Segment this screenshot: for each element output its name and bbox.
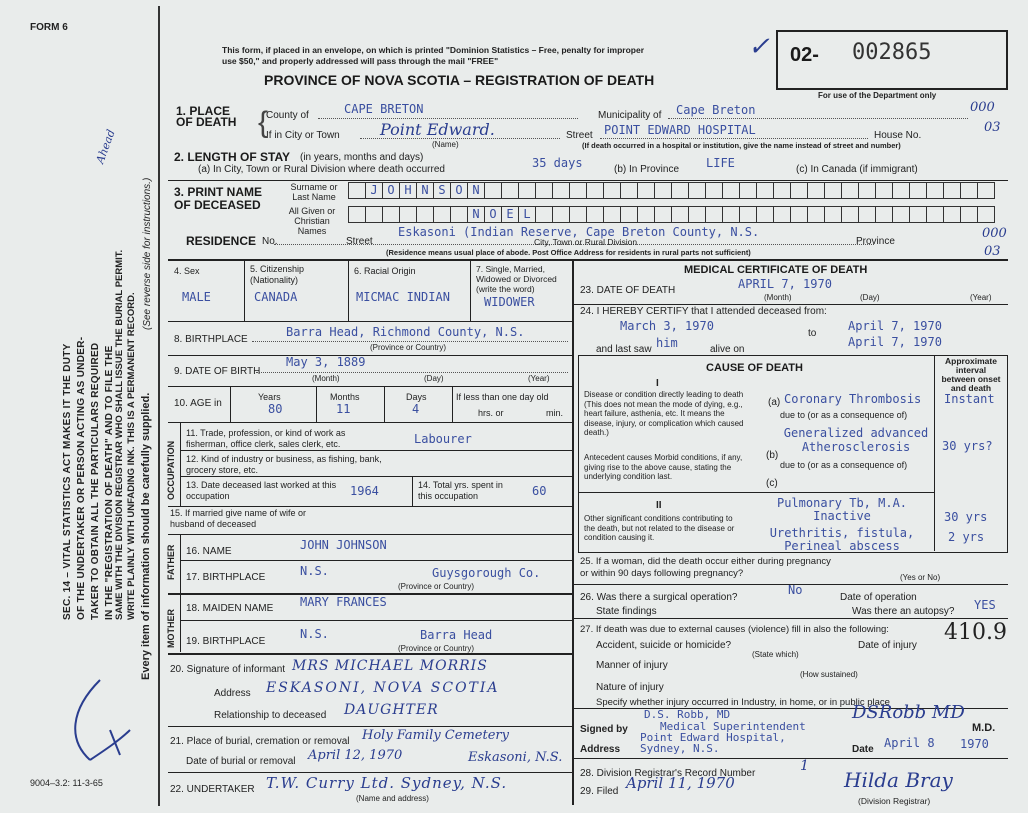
other-label: Other significant conditions contributing to the death, but not related to the disease or condition causing it. <box>584 514 735 542</box>
name-letter-cell <box>654 206 672 223</box>
rule-signed <box>572 758 1008 759</box>
age-months: 11 <box>336 402 351 416</box>
lt-day-label: If less than one day old <box>456 392 549 402</box>
residence-note: (Residence means usual place of abode. Post Office Address for residents in rural parts not sufficient) <box>386 248 751 257</box>
divider-citizen <box>348 259 349 321</box>
footer-code: 9004–3.2: 11-3-65 <box>30 778 103 788</box>
sidebar-text-7: Every item of information should be carefully supplied. <box>140 392 152 680</box>
mother-side-label: MOTHER <box>166 609 176 648</box>
signed-value: D.S. Robb, MD <box>644 708 731 721</box>
burial-date: April 12, 1970 <box>308 748 403 763</box>
father-birth-hint: (Province or Country) <box>398 582 475 591</box>
undertaker-hint: (Name and address) <box>356 794 429 803</box>
sidebar-text-1: SEC. 14 – VITAL STATISTICS ACT MAKES IT THE DUTY <box>62 343 73 620</box>
name-letter-cell <box>892 206 910 223</box>
rule-mname <box>180 620 572 621</box>
cause-a-interval: Instant <box>944 392 995 406</box>
wife-label: 15. If married give name of wife or husband of deceased <box>170 508 307 529</box>
alive-on-value: April 7, 1970 <box>848 335 942 349</box>
name-letter-cell <box>484 182 502 199</box>
residence-street-label: Street <box>346 236 373 247</box>
margin-scribble <box>60 670 140 770</box>
name-letter-cell <box>909 182 927 199</box>
form-number: FORM 6 <box>30 22 68 33</box>
father-birth-a: N.S. <box>300 564 329 578</box>
surname-label: Surname or Last Name <box>290 182 338 202</box>
name-letter-cell <box>739 206 757 223</box>
division-label: 28. Division Registrar's Record Number <box>580 768 756 779</box>
name-letter-cell <box>399 206 417 223</box>
name-letter-cell <box>552 206 570 223</box>
cause-a-value: Coronary Thrombosis <box>784 392 922 406</box>
dob-month: (Month) <box>312 374 340 383</box>
father-birth-label: 17. BIRTHPLACE <box>186 572 266 583</box>
state-which: (State which) <box>752 650 799 659</box>
divider-age4 <box>452 386 453 422</box>
citizenship-value: CANADA <box>254 290 298 304</box>
name-letter-cell: L <box>518 206 536 223</box>
last-worked-value: 1964 <box>350 484 379 498</box>
disease-label: Disease or condition directly leading to death (This does not mean the mode of dying, e.g., heart failure, asthenia, etc. It means the disease, injury, or complication which caused death.) <box>584 390 744 437</box>
date-value: April 8 <box>884 736 935 750</box>
name-letter-cell <box>603 182 621 199</box>
cause-title: CAUSE OF DEATH <box>706 362 803 374</box>
divider-sex <box>244 259 245 321</box>
dept-code-2: 03 <box>984 120 1001 135</box>
informant-sig-label: 20. Signature of informant <box>170 664 286 675</box>
name-letter-cell: O <box>382 182 400 199</box>
pregnancy-label: 25. If a woman, did the death occur either during pregnancy or within 90 days following pregnancy? <box>580 556 831 579</box>
occupation-side <box>180 422 181 506</box>
rule-burial <box>168 772 572 773</box>
days-label: Days <box>406 392 427 402</box>
name-letter-cell <box>654 182 672 199</box>
name-letter-cell <box>790 182 808 199</box>
due-to-1: due to (or as a consequence of) <box>780 410 908 420</box>
name-letter-cell <box>892 182 910 199</box>
last-saw-value: him <box>656 336 678 350</box>
city-value: Point Edward. <box>380 120 495 139</box>
mother-birth-a: N.S. <box>300 627 329 641</box>
name-letter-cell <box>705 206 723 223</box>
house-label: House No. <box>874 130 922 141</box>
county-label: County of <box>266 110 309 121</box>
mother-birth-b: Barra Head <box>420 628 493 642</box>
filed-value: April 11, 1970 <box>626 774 735 792</box>
burial-label: 21. Place of burial, cremation or removal <box>170 736 350 747</box>
cause-b-value: Generalized advanced Atherosclerosis <box>783 426 929 454</box>
residence-province-label: Province <box>856 236 895 247</box>
dod-value: APRIL 7, 1970 <box>738 277 832 291</box>
name-letter-cell <box>365 206 383 223</box>
name-letter-cell: N <box>467 182 485 199</box>
name-letter-cell <box>875 182 893 199</box>
name-letter-cell <box>875 206 893 223</box>
code-mark: 410.9 <box>944 620 1007 645</box>
name-letter-cell <box>841 206 859 223</box>
sex-value: MALE <box>182 290 211 304</box>
name-letter-cell <box>688 206 706 223</box>
certify-label: 24. I HEREBY CERTIFY that I attended deceased from: <box>580 306 827 317</box>
attended-to-label: to <box>808 328 817 339</box>
attended-from: March 3, 1970 <box>620 319 714 333</box>
rule-surgery <box>572 618 1008 619</box>
stay-a-label: (a) In City, Town or Rural Division where death occurred <box>198 164 445 175</box>
rule-informant <box>168 726 572 727</box>
name-letter-cell <box>433 206 451 223</box>
name-letter-cell <box>586 182 604 199</box>
name-letter-cell <box>416 206 434 223</box>
rule-cause-ii <box>578 492 934 493</box>
father-name-label: 16. NAME <box>186 546 232 557</box>
age-days: 4 <box>412 402 420 416</box>
name-letter-cell <box>620 182 638 199</box>
father-name-value: JOHN JOHNSON <box>300 538 387 552</box>
margin-note: Ahead <box>93 127 118 166</box>
last-worked-label: 13. Date deceased last worked at this occupation <box>186 480 337 501</box>
relationship-value: DAUGHTER <box>344 702 439 718</box>
racial-value: MICMAC INDIAN <box>356 290 450 304</box>
divider-age3 <box>384 386 385 422</box>
injury-date-label: Date of injury <box>858 640 917 651</box>
min-label: min. <box>546 408 564 418</box>
divider-age1 <box>230 386 231 422</box>
autopsy-value: YES <box>974 598 996 612</box>
notice-line-1: This form, if placed in an envelope, on which is printed "Dominion Statistics – Free, penalty for improper <box>222 45 645 55</box>
name-letter-cell <box>348 182 366 199</box>
name-letter-cell <box>773 206 791 223</box>
street-value: POINT EDWARD HOSPITAL <box>604 123 756 137</box>
rule-personal <box>168 321 572 322</box>
notice-line-2: use $50," and properly addressed will pass through the mail "FREE" <box>222 56 499 66</box>
name-letter-cell <box>552 182 570 199</box>
name-letter-cell <box>569 182 587 199</box>
marital-label: 7. Single, Married, Widowed or Divorced (write the word) <box>476 264 557 294</box>
name-letter-cell <box>977 206 995 223</box>
burial-date-label: Date of burial or removal <box>186 756 296 767</box>
name-letter-cell <box>671 182 689 199</box>
burial-place: Holy Family Cemetery <box>362 728 509 743</box>
name-letter-cell <box>450 206 468 223</box>
name-letter-cell <box>722 206 740 223</box>
surgery-value: No <box>788 583 803 597</box>
manner-label: Manner of injury <box>596 660 668 671</box>
dod-label: 23. DATE OF DEATH <box>580 285 676 296</box>
name-letter-cell <box>773 182 791 199</box>
name-letter-cell <box>586 206 604 223</box>
name-letter-cell <box>926 206 944 223</box>
burial-place-2: Eskasoni, N.S. <box>468 750 563 765</box>
hrs-label: hrs. or <box>478 408 504 418</box>
trade-label: 11. Trade, profession, or kind of work as fisherman, office clerk, sales clerk, etc. <box>186 428 346 449</box>
cause-b-interval: 30 yrs? <box>942 439 993 453</box>
last-saw-label: and last saw <box>596 344 652 355</box>
name-letter-cell <box>535 182 553 199</box>
divider-occ <box>412 476 413 506</box>
municipality-label: Municipality of <box>598 110 662 121</box>
stay-hint: (in years, months and days) <box>300 152 424 163</box>
sidebar-text-3: TAKER TO OBTAIN ALL THE PARTICULARS REQUIRED <box>90 342 101 620</box>
name-letter-cell <box>960 182 978 199</box>
name-letter-cell: S <box>433 182 451 199</box>
column-divider <box>572 259 574 805</box>
street-label: Street <box>566 130 593 141</box>
age-years: 80 <box>268 402 283 416</box>
pregnancy-yes-no: (Yes or No) <box>900 573 941 582</box>
name-letter-cell <box>518 182 536 199</box>
months-label: Months <box>330 392 360 402</box>
institution-note: (If death occurred in a hospital or institution, give the name instead of street and number) <box>582 141 901 150</box>
dod-month: (Month) <box>764 293 792 302</box>
rule-mother <box>168 653 572 655</box>
rule-industry <box>180 476 572 477</box>
division-number: 1 <box>800 758 809 774</box>
address-label: Address <box>580 744 621 755</box>
roman-two: II <box>656 500 662 511</box>
citizenship-label: 5. Citizenship (Nationality) <box>250 264 305 285</box>
date-year: 1970 <box>960 737 989 751</box>
surgery-label: 26. Was there a surgical operation? <box>580 592 738 603</box>
name-letter-cell <box>858 206 876 223</box>
dept-use-label: For use of the Department only <box>818 91 937 100</box>
name-letter-cell: N <box>416 182 434 199</box>
municipality-line <box>668 118 968 119</box>
relationship-label: Relationship to deceased <box>214 710 327 721</box>
md-label: M.D. <box>972 722 996 734</box>
medical-title: MEDICAL CERTIFICATE OF DEATH <box>684 264 868 276</box>
marital-value: WIDOWER <box>484 295 535 309</box>
birthplace-hint: (Province or Country) <box>370 343 447 352</box>
name-letter-cell: O <box>450 182 468 199</box>
name-letter-cell <box>841 182 859 199</box>
birthplace-label: 8. BIRTHPLACE <box>174 334 248 345</box>
dept-code-3: 000 <box>982 226 1007 241</box>
dob-year: (Year) <box>528 374 550 383</box>
place-brace: { <box>258 106 269 139</box>
industry-label: 12. Kind of industry or business, as fishing, bank, grocery store, etc. <box>186 454 382 475</box>
residence-no-label: No. <box>262 236 278 247</box>
rule-birth <box>168 355 572 356</box>
name-letter-cell <box>960 206 978 223</box>
check-mark: ✓ <box>748 32 770 62</box>
total-years-value: 60 <box>532 484 547 498</box>
racial-label: 6. Racial Origin <box>354 266 416 276</box>
date-label: Date <box>852 744 874 755</box>
trade-value: Labourer <box>414 432 472 446</box>
name-letter-cell <box>569 206 587 223</box>
signed-label: Signed by <box>580 724 628 735</box>
divider-age2 <box>316 386 317 422</box>
mother-name-label: 18. MAIDEN NAME <box>186 603 274 614</box>
other-cause-2: Urethritis, fistula, Perineal abscess <box>769 526 915 553</box>
given-label: All Given or Christian Names <box>288 206 336 236</box>
name-letter-cell <box>603 206 621 223</box>
city-line <box>360 138 560 139</box>
name-letter-cell <box>722 182 740 199</box>
name-letter-cell <box>943 182 961 199</box>
sidebar-text-2: OF THE UNDERTAKER OR PERSON ACTING AS UNDER- <box>76 336 87 620</box>
cause-a-marker: (a) <box>768 397 781 408</box>
accident-label: Accident, suicide or homicide? <box>596 640 732 651</box>
name-letter-cell <box>790 206 808 223</box>
county-line <box>318 118 578 119</box>
sidebar-text-4: IN THE "REGISTRATION OF DEATH" AND TO FILE THE <box>104 345 115 620</box>
registration-prefix: 02- <box>790 44 819 66</box>
stay-b-label: (b) In Province <box>614 164 680 175</box>
stay-c-label: (c) In Canada (if immigrant) <box>796 164 918 175</box>
total-years-label: 14. Total yrs. spent in this occupation <box>418 480 503 501</box>
roman-one: I <box>656 378 659 389</box>
name-letter-cell <box>977 182 995 199</box>
other-cause-2-interval: 2 yrs <box>948 530 985 544</box>
name-letter-cell <box>671 206 689 223</box>
stay-b-value: LIFE <box>706 156 735 170</box>
name-letter-cell <box>756 206 774 223</box>
interval-title: Approximate interval between onset and death <box>941 356 1001 393</box>
father-birth-b: Guysgorough Co. <box>432 566 541 580</box>
rule-wife <box>168 534 572 535</box>
form-title: PROVINCE OF NOVA SCOTIA – REGISTRATION OF DEATH <box>264 72 655 88</box>
dob-line <box>256 372 568 373</box>
informant-address: ESKASONI, NOVA SCOTIA <box>266 680 500 696</box>
name-letter-cell <box>637 206 655 223</box>
street-line <box>600 138 868 139</box>
mother-birth-label: 19. BIRTHPLACE <box>186 636 266 647</box>
stay-a-value: 35 days <box>532 156 583 170</box>
informant-sig: MRS MICHAEL MORRIS <box>292 658 488 674</box>
birthplace-line <box>252 341 568 342</box>
rule-trade <box>180 450 572 451</box>
place-label: 1. PLACE OF DEATH <box>176 104 237 129</box>
cause-c-marker: (c) <box>766 478 778 489</box>
rule-fname <box>180 560 572 561</box>
years-label: Years <box>258 392 281 402</box>
name-letter-cell <box>943 206 961 223</box>
physician-address: Point Edward Hospital, Sydney, N.S. <box>640 731 786 755</box>
other-cause-1: Pulmonary Tb, M.A. Inactive <box>776 496 908 523</box>
sidebar-text-8: (See reverse side for instructions.) <box>142 177 153 330</box>
father-side-label: FATHER <box>166 544 176 580</box>
age-label: 10. AGE in <box>174 398 222 409</box>
rule-after-residence <box>168 259 1008 261</box>
name-letter-cell <box>807 206 825 223</box>
how-sustained: (How sustained) <box>800 670 858 679</box>
mother-name-value: MARY FRANCES <box>300 595 387 609</box>
antecedent-label: Antecedent causes Morbid conditions, if any, giving rise to the above cause, stating the underlying condition last. <box>584 453 743 481</box>
physician-signature: DSRobb MD <box>852 702 965 723</box>
rule-dob <box>168 386 572 387</box>
registration-number: 002865 <box>852 40 932 65</box>
deceased-label: 3. PRINT NAME OF DECEASED <box>174 185 263 212</box>
due-to-2: due to (or as a consequence of) <box>780 460 908 470</box>
registrar-signature: Hilda Bray <box>844 768 953 792</box>
name-letter-cell <box>382 206 400 223</box>
city-name-hint: (Name) <box>432 140 459 149</box>
cause-b-marker: (b) <box>766 450 779 461</box>
other-cause-1-interval: 30 yrs <box>944 510 988 524</box>
dob-value: May 3, 1889 <box>286 355 366 369</box>
sidebar-text-5: SAME WITH THE DIVISION REGISTRAR WHO SHALL ISSUE THE BURIAL PERMIT. <box>114 249 125 620</box>
name-letter-cell <box>824 182 842 199</box>
name-letter-cell: J <box>365 182 383 199</box>
undertaker-label: 22. UNDERTAKER <box>170 784 255 795</box>
dob-label: 9. DATE OF BIRTH <box>174 366 261 377</box>
attended-to: April 7, 1970 <box>848 319 942 333</box>
informant-address-label: Address <box>214 688 251 699</box>
rule-occupation <box>168 506 572 507</box>
undertaker-value: T.W. Curry Ltd. Sydney, N.S. <box>266 774 508 792</box>
alive-on-label: alive on <box>710 344 745 355</box>
operation-date-label: Date of operation <box>840 592 917 603</box>
name-letter-cell <box>824 206 842 223</box>
name-letter-cell: E <box>501 206 519 223</box>
residence-label: RESIDENCE <box>186 234 257 248</box>
city-label: If in City or Town <box>266 130 340 141</box>
name-letter-cell <box>501 182 519 199</box>
dob-day: (Day) <box>424 374 444 383</box>
name-letter-cell <box>620 206 638 223</box>
name-letter-cell <box>858 182 876 199</box>
dept-code-4: 03 <box>984 244 1001 259</box>
external-label: 27. If death was due to external causes (violence) fill in also the following: <box>580 624 889 635</box>
name-letter-cell <box>756 182 774 199</box>
mother-birth-hint: (Province or Country) <box>398 644 475 653</box>
municipality-value: Cape Breton <box>676 103 756 117</box>
name-letter-cell <box>807 182 825 199</box>
state-findings-label: State findings <box>596 606 657 617</box>
rule-dod <box>572 304 1008 305</box>
name-letter-cell <box>688 182 706 199</box>
name-letter-cell <box>909 206 927 223</box>
divider-race <box>470 259 471 321</box>
birthplace-value: Barra Head, Richmond County, N.S. <box>286 325 525 339</box>
sex-label: 4. Sex <box>174 266 200 276</box>
name-letter-cell <box>535 206 553 223</box>
margin-divider <box>158 6 160 806</box>
name-letter-cell <box>348 206 366 223</box>
name-letter-cell: H <box>399 182 417 199</box>
signed-title: Medical Superintendent <box>660 720 806 733</box>
name-letter-cell <box>926 182 944 199</box>
name-letter-cell <box>637 182 655 199</box>
autopsy-label: Was there an autopsy? <box>852 606 955 617</box>
dept-code-1: 000 <box>970 100 995 115</box>
name-letter-cell: N <box>467 206 485 223</box>
stay-label: 2. LENGTH OF STAY <box>174 150 291 164</box>
rule-age <box>168 422 572 423</box>
name-letter-cell: O <box>484 206 502 223</box>
sidebar-text-6: WRITE PLAINLY WITH UNFADING INK. THIS IS A PERMANENT RECORD. <box>126 292 137 620</box>
name-letter-cell <box>705 182 723 199</box>
dod-year: (Year) <box>970 293 992 302</box>
registrar-label: (Division Registrar) <box>858 796 931 806</box>
specify-label: Specify whether injury occurred in Industry, in home, or in public place <box>596 697 890 708</box>
occupation-side-label: OCCUPATION <box>166 440 176 500</box>
name-letter-cell <box>739 182 757 199</box>
filed-label: 29. Filed <box>580 786 619 797</box>
county-value: CAPE BRETON <box>344 102 424 116</box>
residence-city-label: City, Town or Rural Division <box>534 237 638 247</box>
residence-value: Eskasoni (Indian Reserve, Cape Breton County, N.S. <box>398 225 760 239</box>
nature-label: Nature of injury <box>596 682 664 693</box>
dod-day: (Day) <box>860 293 880 302</box>
rule-after-stay <box>168 180 1008 181</box>
